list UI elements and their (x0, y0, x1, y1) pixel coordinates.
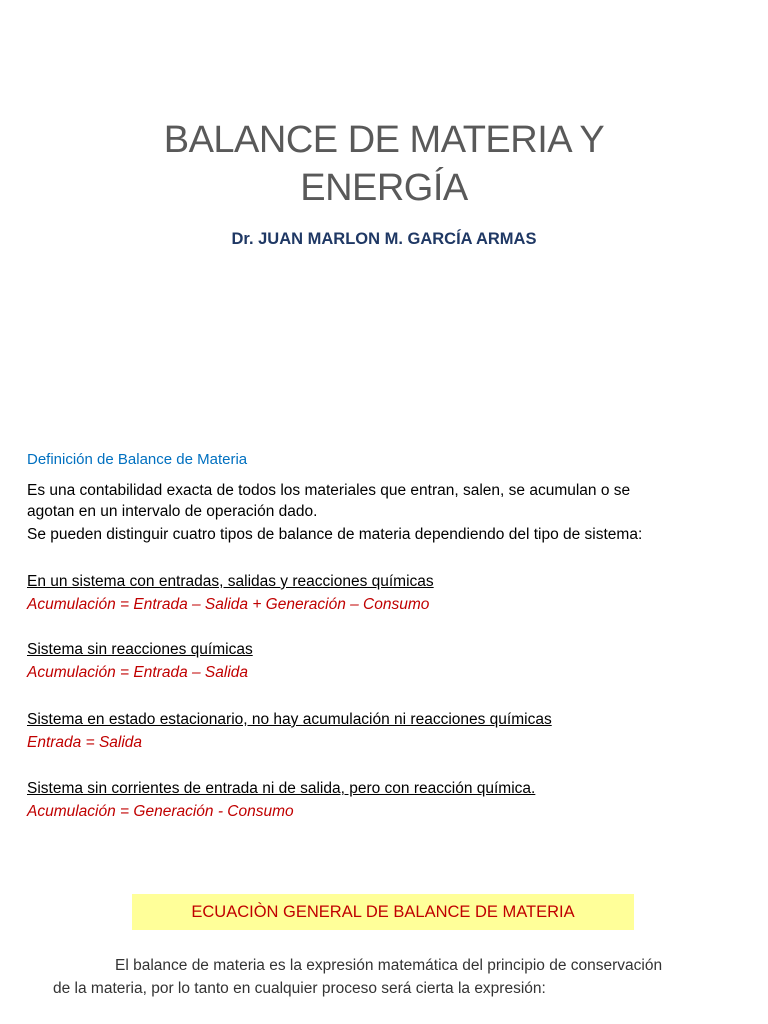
title-line-2: ENERGÍA (300, 167, 468, 209)
case-title-closed-system: Sistema sin corrientes de entrada ni de salida, pero con reacción química. (27, 780, 536, 797)
case-equation-reactions: Acumulación = Entrada – Salida + Generación – Consumo (27, 596, 430, 613)
definition-line-1: Es una contabilidad exacta de todos los materiales que entran, salen, se acumulan o se (27, 482, 631, 499)
general-equation-text (53, 954, 743, 1000)
title-line-1: BALANCE DE MATERIA Y (163, 119, 605, 161)
general-equation-label: ECUACIÒN GENERAL DE BALANCE DE MATERIA (191, 902, 575, 921)
case-title-reactions: En un sistema con entradas, salidas y reacciones químicas (27, 573, 434, 590)
case-title-no-reactions: Sistema sin reacciones químicas (27, 641, 253, 658)
case-equation-closed-system: Acumulación = Generación - Consumo (27, 803, 294, 820)
general-equation-banner (132, 894, 634, 930)
general-equation-line-1: El balance de materia es la expresión matemática del principio de conservación (115, 957, 663, 974)
definition-paragraph (27, 480, 747, 522)
case-title-steady-state: Sistema en estado estacionario, no hay acumulación ni reacciones químicas (27, 711, 552, 728)
general-equation-line-2: de la materia, por lo tanto en cualquier proceso será cierta la expresión: (53, 980, 546, 997)
author-name: Dr. JUAN MARLON M. GARCÍA ARMAS (231, 230, 537, 248)
balance-types-intro: Se pueden distinguir cuatro tipos de balance de materia dependiendo del tipo de sistema: (27, 526, 643, 543)
definition-line-2: agotan en un intervalo de operación dado. (27, 503, 318, 520)
case-equation-steady-state: Entrada = Salida (27, 734, 143, 751)
definition-heading: Definición de Balance de Materia (27, 451, 248, 468)
case-equation-no-reactions: Acumulación = Entrada – Salida (27, 664, 249, 681)
document-title (0, 116, 768, 212)
